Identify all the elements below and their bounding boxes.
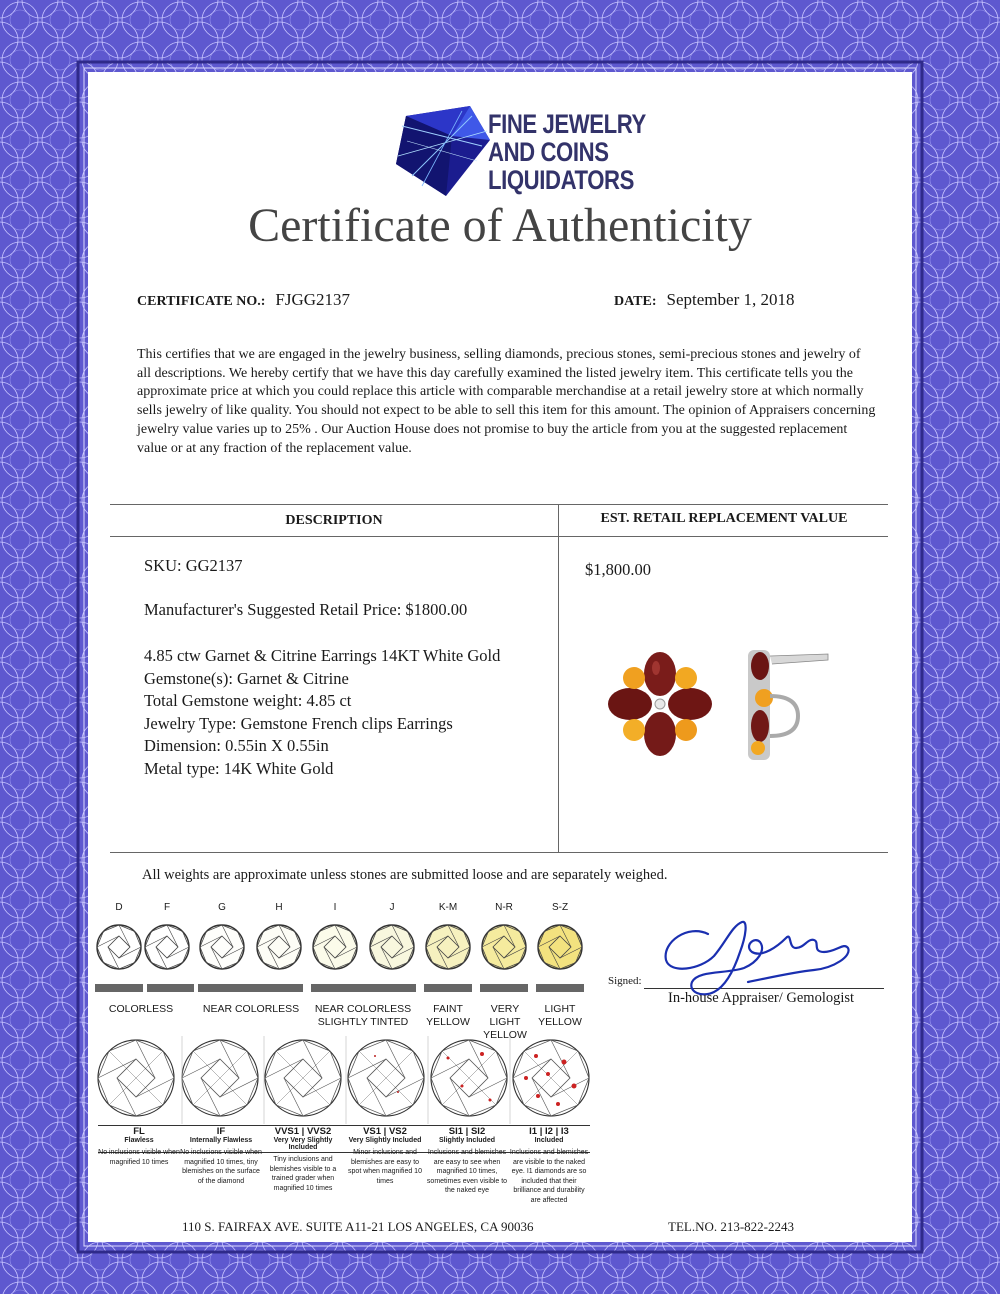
table-bottom-border: [110, 852, 888, 853]
detail-line: Gemstone(s): Garnet & Citrine: [144, 668, 349, 688]
color-label-line: VERY LIGHT: [489, 1003, 521, 1028]
item-details: [144, 645, 554, 781]
appraiser-role: In-house Appraiser/ Gemologist: [668, 990, 855, 1006]
color-label-line: YELLOW: [538, 1016, 582, 1028]
clarity-desc: Inclusions and blemishes are visible to the naked eye. I1 diamonds are so included that their brilliance and durability are affected: [509, 1149, 589, 1204]
color-grade-n-r: N-R: [495, 902, 513, 913]
color-label-light-yellow: [532, 1003, 588, 1029]
clarity-code: VS1 | VS2: [363, 1126, 407, 1137]
page-title: Certificate of Authenticity: [248, 199, 752, 252]
detail-line: Jewelry Type: Gemstone French clips Earrings: [144, 713, 453, 733]
color-label-colorless: [96, 1003, 186, 1016]
clarity-name: Slightly Included: [438, 1137, 495, 1144]
clarity-if: [180, 1126, 262, 1186]
color-label-line: FAINT: [433, 1003, 463, 1015]
company-name-line1: FINE JEWELRY: [488, 109, 646, 139]
clarity-name: Included: [534, 1137, 564, 1144]
signed-label: Signed:: [608, 975, 642, 987]
detail-line: Total Gemstone weight: 4.85 ct: [144, 691, 352, 711]
clarity-vs: [344, 1126, 426, 1186]
clarity-code: FL: [133, 1126, 145, 1137]
color-label-line: NEAR COLORLESS: [202, 1003, 300, 1015]
table-column-divider: [558, 504, 559, 852]
color-grade-d: D: [115, 902, 123, 913]
clarity-code: SI1 | SI2: [448, 1126, 486, 1137]
clarity-name: Internally Flawless: [189, 1137, 253, 1144]
footer-address: 110 S. FAIRFAX AVE. SUITE A11-21 LOS ANGELES, CA 90036: [182, 1219, 534, 1234]
clarity-code: VVS1 | VVS2: [274, 1126, 332, 1137]
clarity-code: I1 | I2 | I3: [529, 1126, 569, 1137]
clarity-code: IF: [216, 1126, 226, 1137]
clarity-vvs: [262, 1126, 344, 1193]
color-label-line: COLORLESS: [108, 1003, 174, 1015]
company-name: [488, 110, 646, 194]
color-label-slightly-tinted: [308, 1003, 418, 1029]
color-grade-i: I: [333, 902, 337, 913]
clarity-name: Very Slightly Included: [348, 1137, 422, 1144]
color-grade-s-z: S-Z: [551, 902, 569, 913]
replacement-value: $1,800.00: [585, 560, 651, 579]
weights-note: All weights are approximate unless stones are submitted loose and are separately weighed.: [142, 867, 668, 883]
color-label-line: SLIGHTLY TINTED: [317, 1016, 409, 1028]
description-header: DESCRIPTION: [285, 513, 383, 528]
detail-line: Dimension: 0.55in X 0.55in: [144, 736, 329, 756]
clarity-name: Very Very Slightly Included: [273, 1137, 333, 1151]
gem-logo-icon: [392, 106, 492, 198]
clarity-desc: Tiny inclusions and blemishes visible to a trained grader when magnified 10 times: [269, 1156, 337, 1192]
table-top-border: [110, 504, 888, 505]
color-label-line: NEAR COLORLESS: [314, 1003, 412, 1015]
color-label-line: YELLOW: [426, 1016, 470, 1028]
value-header: EST. RETAIL REPLACEMENT VALUE: [600, 511, 848, 526]
clarity-name: Flawless: [124, 1137, 154, 1144]
color-grade-f: F: [163, 902, 171, 913]
footer-phone: TEL.NO. 213-822-2243: [668, 1219, 795, 1234]
clarity-desc: Inclusions and blemishes are easy to see when magnified 10 times, sometimes even visible to the naked eye: [426, 1149, 508, 1195]
color-label-line: LIGHT: [544, 1003, 576, 1015]
detail-line: Metal type: 14K White Gold: [144, 758, 334, 778]
certificate-date-label: DATE:: [614, 294, 657, 309]
clarity-desc: No inclusions visible when magnified 10 times: [98, 1149, 180, 1166]
certificate-date-value: September 1, 2018: [666, 290, 795, 309]
color-grade-h: H: [275, 902, 283, 913]
detail-line: 4.85 ctw Garnet & Citrine Earrings 14KT White Gold: [144, 646, 501, 665]
clarity-desc: Minor inclusions and blemishes are easy to spot when magnified 10 times: [348, 1149, 422, 1185]
clarity-desc: No inclusions visible when magnified 10 times, tiny blemishes on the surface of the diamond: [180, 1149, 262, 1185]
company-name-line3: LIQUIDATORS: [488, 165, 634, 195]
color-label-line: YELLOW: [483, 1029, 527, 1041]
clarity-fl: [98, 1126, 180, 1167]
clarity-diamonds: [96, 1034, 596, 1124]
intro-paragraph: This certifies that we are engaged in the jewelry business, selling diamonds, precious stones, semi-precious stones and jewelry of all descriptions. We hereby certify that we have this day carefully examined the listed jewelry item. This certificate tells you the approximate price at which you could replace this article with comparable merchandise at a retail jewelry store at which normally sells jewelry of like quality. You should not expect to be able to sell this item for this amount. The opinion of Appraisers concerning jewelry value varies up to 25% . Our Auction House does not promise to buy the article from you at the suggested replacement value or at any fraction of the replacement value.: [137, 347, 876, 456]
company-name-line2: AND COINS: [488, 137, 609, 167]
color-label-near-colorless: [196, 1003, 306, 1016]
certificate-number-value: FJGG2137: [275, 290, 350, 309]
certificate-number-label: CERTIFICATE NO.:: [137, 294, 266, 309]
color-grade-j: J: [389, 902, 395, 913]
certificate-date: [614, 290, 794, 310]
sku: SKU: GG2137: [144, 556, 243, 575]
color-label-faint-yellow: [420, 1003, 476, 1029]
clarity-si: [426, 1126, 508, 1196]
certificate-number: [137, 290, 350, 310]
table-header-border: [110, 536, 888, 537]
earrings-image: [598, 636, 838, 776]
msrp: Manufacturer's Suggested Retail Price: $1800.00: [144, 600, 468, 619]
color-grade-g: G: [218, 902, 226, 913]
clarity-i: [508, 1126, 590, 1206]
color-grade-k-m: K-M: [438, 902, 458, 913]
